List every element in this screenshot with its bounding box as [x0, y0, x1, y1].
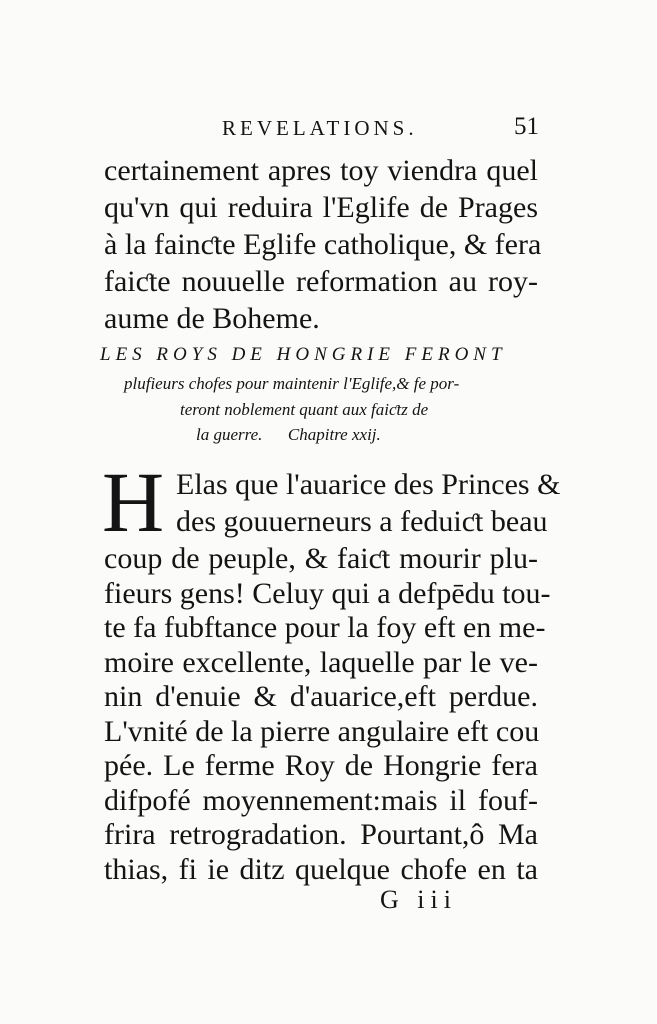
text-line: certainement apres toy viendra quel: [104, 154, 538, 187]
chapter-subtitle-line: teront noblement quant aux faiƈtz de: [180, 400, 429, 419]
drop-capital: H: [102, 454, 165, 550]
chapter-subtitle-line: la guerre. Chapitre xxij.: [196, 425, 381, 444]
text-line: thias, fi ie ditz quelque chofe en ta: [104, 853, 538, 886]
text-line: L'vnité de la pierre angulaire eft cou: [104, 715, 540, 748]
text-line: qu'vn qui reduira l'Eglife de Prages: [104, 191, 538, 224]
text-line: nin d'enuie & d'auarice,eft perdue.: [104, 680, 538, 713]
text-line: faiƈte nouuelle reformation au roy-: [104, 265, 538, 298]
running-head: REVELATIONS.: [222, 116, 418, 140]
chapter-subtitle-line: plufieurs chofes pour maintenir l'Eglife,& fe por-: [124, 374, 460, 393]
text-line: fieurs gens! Celuy qui a defpēdu tou-: [104, 577, 551, 610]
page-number: 51: [514, 113, 539, 140]
text-line: te fa fubftance pour la foy eft en me-: [104, 611, 546, 644]
text-line: moire excellente, laquelle par le ve-: [104, 646, 538, 679]
text-line: pée. Le ferme Roy de Hongrie fera: [104, 749, 538, 782]
text-line: aume de Boheme.: [104, 302, 320, 335]
text-line: Elas que l'auarice des Princes &: [176, 468, 561, 501]
chapter-title: LES ROYS DE HONGRIE FERONT: [100, 344, 507, 365]
text-line: des gouuerneurs a feduiƈt beau: [176, 505, 548, 538]
text-line: coup de peuple, & faiƈt mourir plu-: [104, 542, 538, 575]
signature-mark: G iii: [380, 885, 457, 914]
text-line: à la fainƈte Eglife catholique, & fera: [104, 228, 542, 261]
text-line: frira retrogradation. Pourtant,ô Ma: [104, 818, 538, 851]
text-line: difpofé moyennement:mais il fouf-: [104, 784, 538, 817]
